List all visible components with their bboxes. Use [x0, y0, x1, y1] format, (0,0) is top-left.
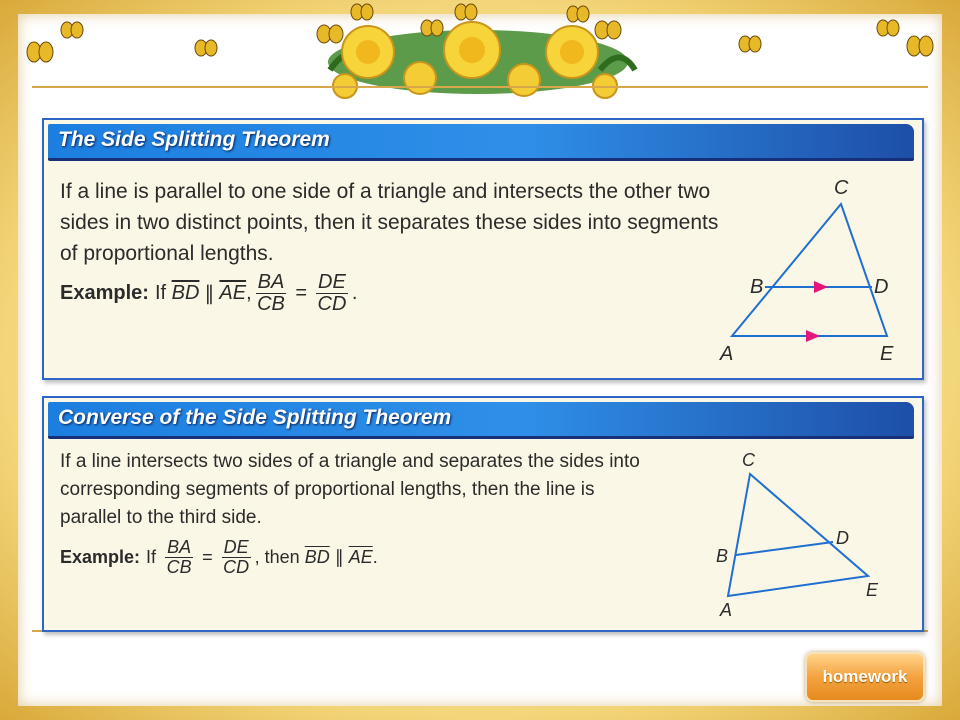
- converse-theorem-panel: [42, 396, 924, 632]
- parallel-arrow-icon: [814, 281, 828, 293]
- theorem-statement: If a line is parallel to one side of a triangle and intersects the other two sides in two distinct points, then it separates these sides into segments of proportional lengths.: [60, 180, 719, 265]
- vertex-e-label: E: [866, 580, 879, 600]
- fraction-denominator: CD: [317, 293, 347, 315]
- segment-bd-line: [736, 542, 833, 555]
- segment-ae: $\overline{AE}$: [348, 546, 373, 567]
- fraction-denominator: CB: [166, 556, 192, 577]
- fraction-numerator: DE: [223, 537, 249, 557]
- vertex-a-label: A: [720, 343, 734, 365]
- parallel-arrow-icon: [806, 330, 820, 342]
- section-title: The Side Splitting Theorem: [58, 128, 330, 151]
- segment-bd: $\overline{BD}$: [171, 282, 200, 304]
- parallel-symbol: ∥: [204, 283, 215, 305]
- example-label: Example:: [60, 546, 141, 567]
- then-word: , then: [254, 546, 300, 567]
- fraction-denominator: CB: [257, 293, 285, 315]
- vertex-d-label: D: [874, 276, 889, 298]
- triangle-diagram-parallel: [44, 120, 922, 378]
- vertex-c-label: C: [834, 177, 849, 199]
- segment-bd: $\overline{BD}$: [304, 546, 330, 567]
- vertex-c-label: C: [742, 450, 755, 470]
- period: .: [351, 282, 358, 304]
- triangle-diagram-converse: [44, 398, 922, 630]
- fraction-numerator: BA: [167, 537, 192, 557]
- triangle-ace: [732, 204, 887, 336]
- homework-button[interactable]: homework: [805, 652, 925, 702]
- fraction-numerator: BA: [257, 271, 285, 293]
- vertex-b-label: B: [750, 276, 764, 298]
- vertex-d-label: D: [836, 528, 849, 548]
- period: .: [372, 546, 378, 567]
- example-label: Example:: [60, 282, 149, 304]
- fraction-denominator: CD: [223, 556, 250, 577]
- vertex-b-label: B: [716, 546, 729, 566]
- if-word: If: [146, 546, 157, 567]
- vertex-a-label: A: [720, 600, 733, 620]
- header-divider: [32, 86, 928, 88]
- decorative-header: [0, 0, 960, 110]
- equals-sign: =: [202, 546, 213, 567]
- parallel-symbol: ∥: [334, 546, 344, 567]
- section-title: Converse of the Side Splitting Theorem: [58, 406, 452, 429]
- side-splitting-theorem-panel: [42, 118, 924, 380]
- equals-sign: =: [295, 282, 308, 304]
- fraction-numerator: DE: [318, 271, 346, 293]
- segment-ae: $\overline{AE}$: [219, 282, 247, 304]
- vertex-e-label: E: [880, 343, 894, 365]
- comma: ,: [246, 282, 252, 304]
- theorem-statement: If a line intersects two sides of a triangle and separates the sides into corresponding segments of proportional lengths, then the line is parallel to the third side.: [60, 451, 640, 528]
- if-word: If: [154, 282, 167, 304]
